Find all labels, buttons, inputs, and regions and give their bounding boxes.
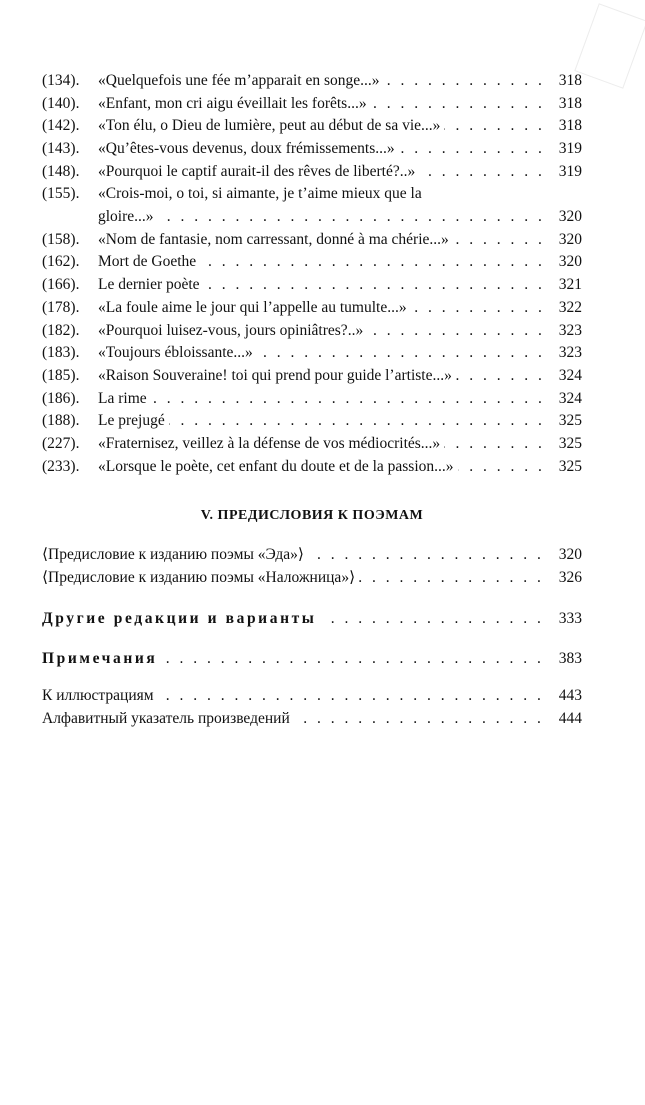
- entry-number: (158).: [42, 230, 80, 248]
- entry-number: (143).: [42, 140, 80, 158]
- entry-page: 323: [558, 321, 582, 339]
- entry-page: 325: [558, 434, 582, 452]
- toc-entry: [42, 388, 582, 411]
- entry-number: (188).: [42, 412, 80, 430]
- entry-page: 320: [558, 253, 582, 271]
- toc-entry: [42, 544, 582, 567]
- entry-number: (148).: [42, 162, 80, 180]
- entry-number: (185).: [42, 366, 80, 384]
- toc-entry: [42, 138, 582, 161]
- entry-page: 324: [558, 389, 582, 407]
- entry-number: (178).: [42, 298, 80, 316]
- entry-title: «Toujours ébloissante...»: [98, 344, 257, 361]
- table-of-contents: [42, 70, 582, 731]
- toc-entry: [42, 115, 582, 138]
- entry-page: 320: [558, 230, 582, 248]
- entry-page: 333: [558, 609, 582, 627]
- toc-entry: [42, 161, 582, 184]
- toc-entry: [42, 342, 582, 365]
- entry-number: (134).: [42, 71, 80, 89]
- entry-title: «La foule aime le jour qui l’appelle au tumulte...»: [98, 299, 411, 316]
- entry-page: 325: [558, 412, 582, 430]
- toc-entry: [42, 274, 582, 297]
- entry-title: Примечания: [42, 650, 161, 667]
- toc-entry: [42, 685, 582, 708]
- entry-title: «Ton élu, o Dieu de lumière, peut au début de sa vie...»: [98, 117, 444, 134]
- entry-number: (166).: [42, 276, 80, 294]
- entry-title: «Raison Souveraine! toi qui prend pour guide l’artiste...»: [98, 367, 456, 384]
- entry-number: (182).: [42, 321, 80, 339]
- entry-title: La rime: [98, 390, 151, 407]
- entry-title: Le dernier poète: [98, 276, 204, 293]
- entry-page: 319: [558, 140, 582, 158]
- entry-number: (186).: [42, 389, 80, 407]
- entry-page: 326: [558, 569, 582, 587]
- toc-entry: [42, 648, 582, 671]
- entry-page: 320: [558, 208, 582, 226]
- entry-page: 319: [558, 162, 582, 180]
- entry-title: «Nom de fantasie, nom carressant, donné à ma chérie...»: [98, 231, 453, 248]
- toc-entry: [42, 708, 582, 731]
- entry-title: «Quelquefois une fée m’apparait en songe...»: [98, 72, 383, 89]
- entry-page: 383: [558, 650, 582, 668]
- entry-title: «Pourquoi luisez-vous, jours opiniâtres?..»: [98, 322, 367, 339]
- entry-page: 322: [558, 298, 582, 316]
- entry-page: 321: [558, 276, 582, 294]
- entry-page: 443: [558, 687, 582, 705]
- entry-number: (227).: [42, 434, 80, 452]
- entry-page: 318: [558, 71, 582, 89]
- entry-page: 444: [558, 709, 582, 727]
- toc-entry: [42, 456, 582, 479]
- entry-title: Другие редакции и варианты: [42, 610, 321, 627]
- toc-entry: [42, 320, 582, 343]
- entry-title: ⟨Предисловие к изданию поэмы «Эда»⟩: [42, 546, 308, 563]
- entry-title: Mort de Goethe: [98, 253, 200, 270]
- entry-title: Алфавитный указатель произведений: [42, 710, 294, 727]
- toc-entry: [42, 410, 582, 433]
- entry-title: «Qu’êtes-vous devenus, doux frémissements...»: [98, 140, 399, 157]
- toc-entry: [42, 93, 582, 116]
- entry-page: 318: [558, 94, 582, 112]
- entry-page: 323: [558, 344, 582, 362]
- entry-title: Le prejugé: [98, 412, 169, 429]
- entry-number: (155).: [42, 185, 80, 203]
- entry-number: (183).: [42, 344, 80, 362]
- entry-title: «Enfant, mon cri aigu éveillait les forêts...»: [98, 95, 371, 112]
- entry-title: «Fraternisez, veillez à la défense de vos médiocrités...»: [98, 435, 444, 452]
- toc-entry: [42, 252, 582, 275]
- entry-title-line1: «Crois-moi, o toi, si aimante, je t’aime mieux que la: [98, 185, 422, 203]
- toc-entry: [42, 70, 582, 93]
- entry-page: 318: [558, 117, 582, 135]
- entry-number: (142).: [42, 117, 80, 135]
- toc-entry: [42, 567, 582, 590]
- toc-entry: [42, 433, 582, 456]
- entry-title-line2: gloire...»: [98, 208, 158, 225]
- entry-title: «Pourquoi le captif aurait-il des rêves de liberté?..»: [98, 163, 419, 180]
- entry-title: К иллюстрациям: [42, 687, 158, 704]
- toc-entry: [42, 229, 582, 252]
- section-v-items: [42, 544, 582, 589]
- toc-entry: [42, 608, 582, 631]
- entry-number: (233).: [42, 457, 80, 475]
- library-stamp: [574, 3, 645, 88]
- entry-title: ⟨Предисловие к изданию поэмы «Наложница»⟩: [42, 569, 359, 586]
- entry-page: 325: [558, 457, 582, 475]
- section-heading: V. ПРЕДИСЛОВИЯ К ПОЭМАМ: [200, 508, 424, 524]
- toc-entry: [42, 365, 582, 388]
- entry-number: (140).: [42, 94, 80, 112]
- toc-entry: [42, 297, 582, 320]
- entry-page: 320: [558, 546, 582, 564]
- entry-number: (162).: [42, 253, 80, 271]
- entry-title: «Lorsque le poète, cet enfant du doute et de la passion...»: [98, 458, 458, 475]
- entry-page: 324: [558, 366, 582, 384]
- toc-entry: [42, 183, 582, 228]
